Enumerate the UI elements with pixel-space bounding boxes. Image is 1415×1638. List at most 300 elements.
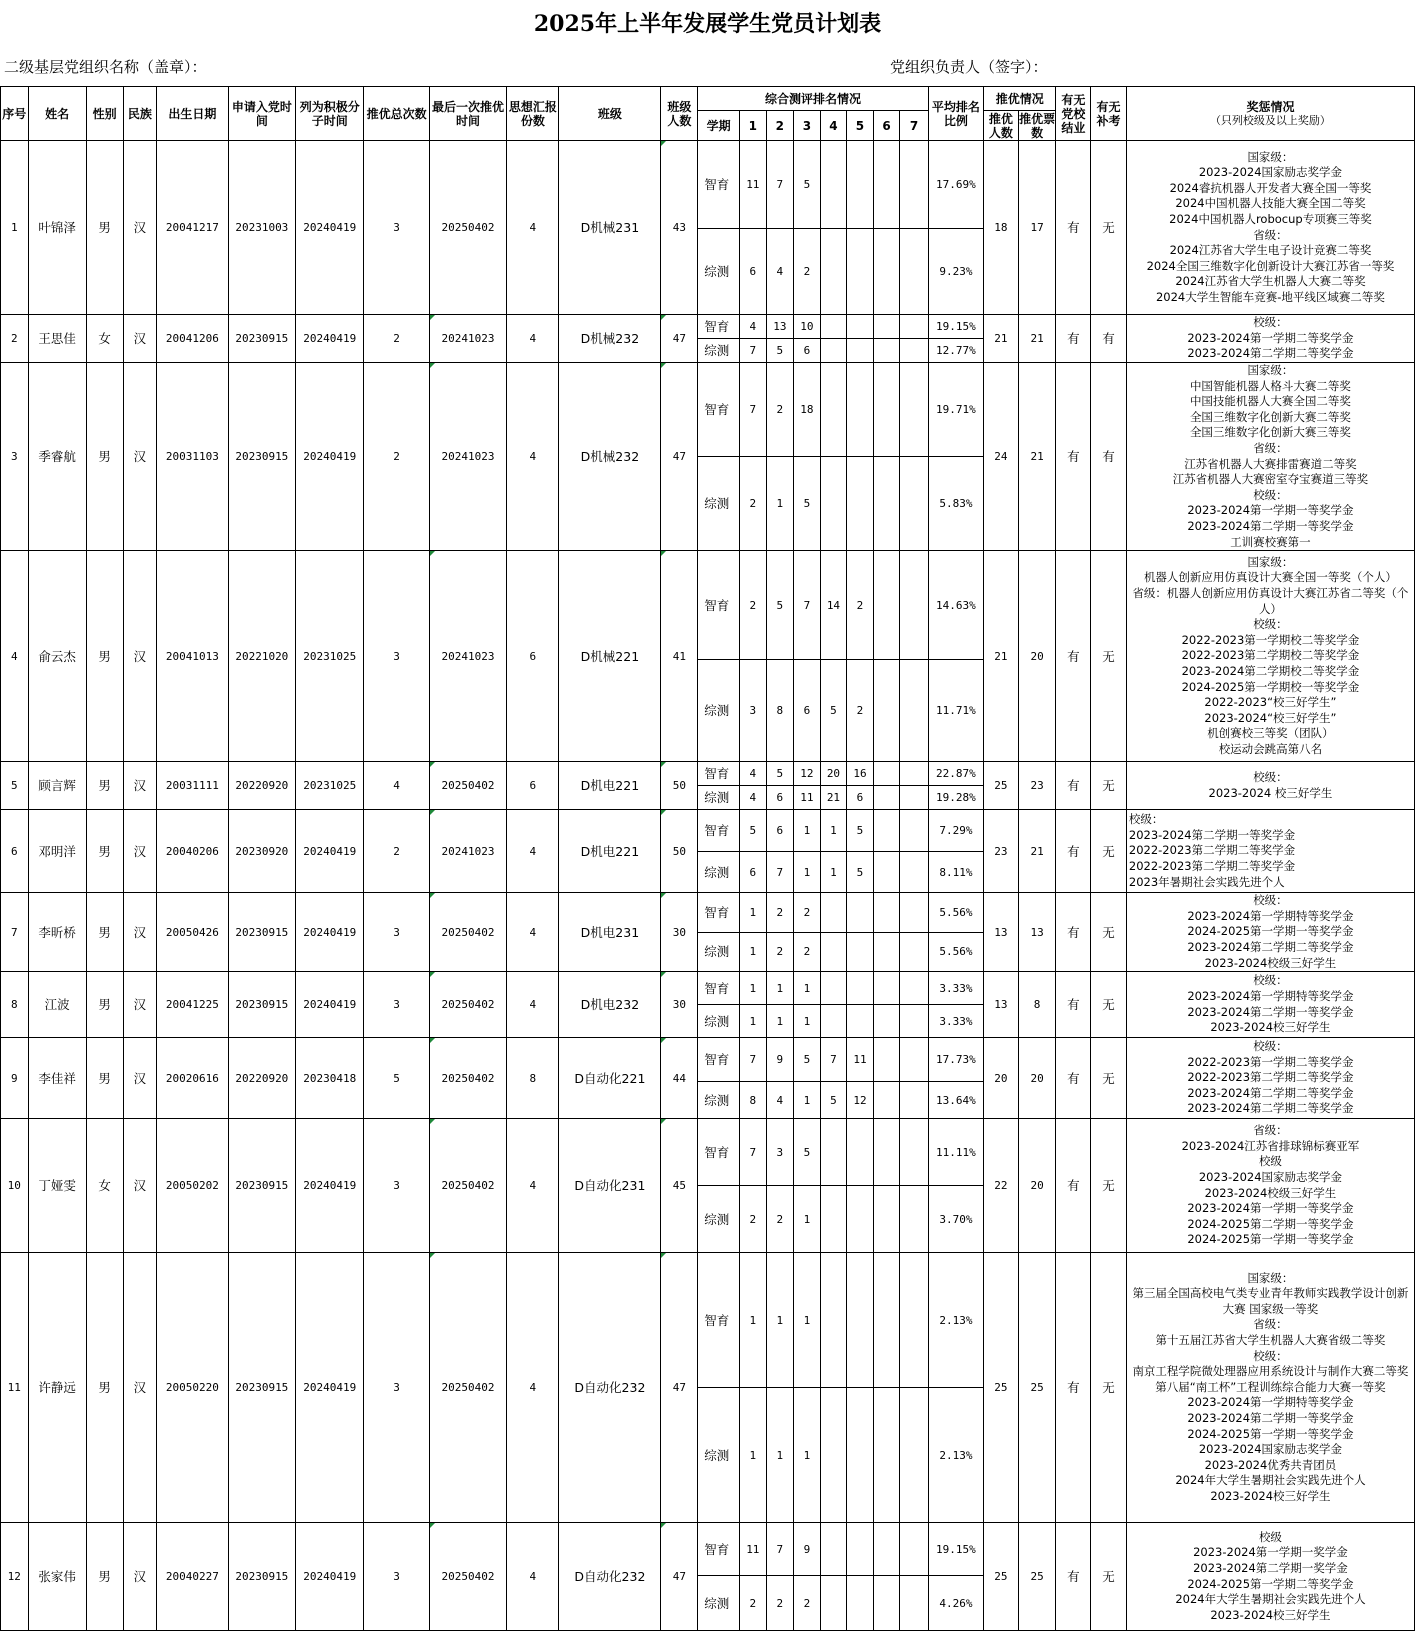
cell-zhiyu-term-2: 5 [766,762,794,786]
cell-class: D自动化232 [559,1523,661,1631]
award-line: 第三届全国高校电气类专业青年教师实践教学设计创新大赛 国家级一等奖 [1132,1286,1409,1316]
cell-zongce-term-2: 2 [766,1186,794,1253]
cell-zhiyu-term-1: 5 [740,810,767,852]
cell-zhiyu-avg: 19.15% [928,315,983,339]
cell-zongce-term-7 [900,229,929,315]
cell-zhiyu-term-4 [820,893,847,932]
award-line: 2023-2024国家励志奖学金 [1198,165,1343,180]
cell-rec-total: 3 [364,141,429,315]
cell-zongce-term-1: 1 [740,1005,767,1038]
cell-zongce-term-4 [820,339,847,363]
cell-seq: 7 [1,893,29,972]
cell-zhiyu-term-4: 20 [820,762,847,786]
award-line: 2023-2024第二学期一等奖学金 [1128,827,1296,842]
cell-rec-total: 2 [364,363,429,551]
header-rec-total: 推优总次数 [364,87,429,141]
cell-birth: 20040206 [157,810,228,893]
cell-zhiyu-term-1: 11 [740,1523,767,1576]
cell-zhiyu-term-4: 1 [820,810,847,852]
cell-zhiyu-label: 智育 [698,810,740,852]
award-line: 2024年大学生暑期社会实践先进个人 [1175,1592,1366,1607]
cell-zhiyu-term-7 [900,551,929,660]
table-row [1,1119,1415,1186]
cell-seq: 5 [1,762,29,810]
cell-zongce-term-5 [847,1186,874,1253]
award-line: 机创赛校三等奖（团队） [1207,726,1334,741]
cell-last-rec: 20241023 [429,551,507,762]
award-line: 2023-2024第二学期一等奖学金 [1187,518,1354,533]
cell-zhiyu-term-4 [820,363,847,457]
cell-seq: 12 [1,1523,29,1631]
cell-zhiyu-term-1: 4 [740,762,767,786]
cell-activist: 20240419 [296,972,364,1038]
award-line: 2024全国三维数字化创新设计大赛江苏省一等奖 [1146,258,1395,273]
cell-zongce-term-6 [873,1186,900,1253]
cell-party-course: 有 [1056,1038,1091,1119]
award-line: 校级： [1253,315,1288,330]
award-line: 2024睿抗机器人开发者大赛全国一等奖 [1169,180,1372,195]
cell-name: 江波 [28,972,86,1038]
award-line: 2022-2023第一学期二等奖学金 [1187,1054,1354,1069]
cell-awards [1126,1038,1414,1119]
cell-zhiyu-term-7 [900,1523,929,1576]
award-line: 省级： [1253,440,1288,455]
cell-zongce-term-7 [900,1576,929,1631]
cell-makeup: 无 [1091,141,1127,315]
cell-seq: 10 [1,1119,29,1253]
plan-table [0,86,1415,1631]
cell-apply: 20221020 [228,551,295,762]
cell-zhiyu-term-6 [873,972,900,1005]
cell-party-course: 有 [1056,893,1091,972]
cell-zongce-avg: 8.11% [928,852,983,893]
cell-birth: 20050426 [157,893,228,972]
award-line: 2023-2024第二学期校二等奖学金 [1181,663,1360,678]
cell-zongce-label: 综测 [698,1082,740,1119]
cell-last-rec: 20241023 [429,810,507,893]
header-row [1,87,1415,111]
cell-zhiyu-term-5 [847,1523,874,1576]
award-line: 2023-2024第二学期一奖学金 [1193,1561,1348,1575]
cell-zongce-term-6 [873,1576,900,1631]
cell-birth: 20041225 [157,972,228,1038]
cell-zongce-term-5 [847,229,874,315]
page-title: 2025年上半年发展学生党员计划表 [533,11,882,37]
cell-zongce-label: 综测 [698,1576,740,1631]
cell-zongce-term-3: 6 [794,339,821,363]
cell-zongce-term-7 [900,786,929,810]
cell-rec-people: 21 [983,315,1018,363]
cell-ethnicity: 汉 [123,315,157,363]
cell-zongce-term-1: 1 [740,1388,767,1523]
cell-zhiyu-term-7 [900,810,929,852]
cell-gender: 男 [86,810,123,893]
cell-gender: 男 [86,1523,123,1631]
cell-zongce-label: 综测 [698,1186,740,1253]
cell-zongce-term-5 [847,1576,874,1631]
award-line: 省级： [1253,227,1288,242]
header-rec-votes: 推优票数 [1019,111,1056,140]
award-line: 2023-2024优秀共青团员 [1204,1457,1337,1472]
cell-zhiyu-term-2: 7 [766,1523,794,1576]
cell-seq: 8 [1,972,29,1038]
cell-zongce-avg: 4.26% [928,1576,983,1631]
header-party-course: 有无党校结业 [1056,87,1091,141]
cell-rec-votes: 21 [1018,363,1056,551]
cell-zhiyu-term-3: 12 [794,762,821,786]
cell-name: 邓明洋 [28,810,86,893]
award-line: 国家级： [1247,554,1294,569]
cell-zongce-term-1: 7 [740,339,767,363]
cell-ethnicity: 汉 [123,810,157,893]
award-line: 2024中国机器人robocup专项赛三等奖 [1169,211,1372,226]
cell-zongce-avg: 3.33% [928,1005,983,1038]
cell-zhiyu-term-2: 1 [766,1253,794,1388]
cell-zhiyu-term-3: 5 [794,141,821,229]
cell-ethnicity: 汉 [123,551,157,762]
cell-gender: 男 [86,972,123,1038]
cell-zhiyu-term-2: 2 [766,363,794,457]
cell-zongce-term-3: 1 [794,1082,821,1119]
table-row [1,762,1415,786]
award-line: 2023-2024第二学期二等奖学金 [1187,346,1354,361]
cell-zongce-term-1: 4 [740,786,767,810]
award-line: 2023-2024江苏省排球锦标赛亚军 [1181,1138,1360,1153]
cell-rec-people: 25 [983,1523,1018,1631]
cell-last-rec: 20250402 [429,762,507,810]
cell-zhiyu-avg: 17.69% [928,141,983,229]
cell-zongce-term-4 [820,1005,847,1038]
cell-seq: 1 [1,141,29,315]
cell-makeup: 无 [1091,551,1127,762]
cell-ethnicity: 汉 [123,1119,157,1253]
cell-zongce-term-3: 1 [794,1186,821,1253]
cell-zhiyu-term-3: 1 [794,972,821,1005]
cell-party-course: 有 [1056,551,1091,762]
cell-zhiyu-label: 智育 [698,972,740,1005]
cell-zhiyu-term-6 [873,1523,900,1576]
cell-zongce-term-5: 2 [847,660,874,762]
cell-zongce-label: 综测 [698,457,740,551]
cell-rec-total: 2 [364,315,429,363]
table-row [1,1253,1415,1388]
cell-zhiyu-label: 智育 [698,1119,740,1186]
cell-zongce-label: 综测 [698,932,740,971]
cell-seq: 6 [1,810,29,893]
cell-zongce-term-7 [900,1005,929,1038]
cell-zhiyu-avg: 17.73% [928,1038,983,1082]
award-line: 2023-2024“校三好学生” [1204,710,1337,725]
cell-zongce-term-4 [820,457,847,551]
award-line: 2023-2024校三好学生 [1210,1488,1331,1503]
cell-zongce-term-7 [900,339,929,363]
cell-birth: 20031111 [157,762,228,810]
award-line: 2022-2023第一学期校二等奖学金 [1181,632,1360,647]
header-rec-people: 推优人数 [983,111,1018,141]
cell-reports: 4 [507,972,559,1038]
cell-zongce-label: 综测 [698,660,740,762]
cell-zongce-label: 综测 [698,1388,740,1523]
table-row [1,1038,1415,1082]
cell-zongce-term-4: 1 [820,852,847,893]
cell-zhiyu-label: 智育 [698,551,740,660]
cell-zongce-term-5: 12 [847,1082,874,1119]
cell-zongce-term-1: 6 [740,852,767,893]
cell-class: D机械221 [559,551,661,762]
award-line: 2022-2023第二学期二等奖学金 [1128,858,1296,873]
cell-gender: 女 [86,1119,123,1253]
cell-awards [1126,810,1414,893]
cell-rec-votes: 20 [1018,1038,1056,1119]
cell-zhiyu-term-5 [847,141,874,229]
cell-birth: 20041206 [157,315,228,363]
cell-zhiyu-term-6 [873,551,900,660]
cell-class-size: 47 [661,1253,698,1523]
cell-name: 许静远 [28,1253,86,1523]
cell-apply: 20230915 [228,893,295,972]
cell-name: 王思佳 [28,315,86,363]
cell-zongce-avg: 5.56% [928,932,983,971]
cell-zongce-term-3: 1 [794,1005,821,1038]
cell-class-size: 44 [661,1038,698,1119]
award-line: 2022-2023第二学期二等奖学金 [1128,843,1296,858]
cell-zhiyu-term-7 [900,1253,929,1388]
cell-zhiyu-term-3: 7 [794,551,821,660]
cell-birth: 20050202 [157,1119,228,1253]
award-line: 2024年大学生暑期社会实践先进个人 [1175,1473,1366,1488]
cell-class-size: 50 [661,810,698,893]
cell-zongce-term-4 [820,1186,847,1253]
cell-zhiyu-term-4 [820,315,847,339]
table-row [1,893,1415,932]
header-birth: 出生日期 [157,87,228,141]
cell-class: D机电221 [559,810,661,893]
award-line: 2024-2025第一学期一等奖学金 [1187,924,1354,939]
header-rec-group: 推优情况 [983,87,1055,111]
cell-zongce-term-3: 11 [794,786,821,810]
award-line: 全国三维数字化创新大赛三等奖 [1189,425,1351,440]
cell-rec-people: 22 [983,1119,1018,1253]
cell-rec-votes: 25 [1018,1253,1056,1523]
cell-zhiyu-label: 智育 [698,363,740,457]
cell-activist: 20231025 [296,762,364,810]
award-line: 2023-2024第一学期二等奖学金 [1187,330,1354,345]
header-awards-title: 奖惩情况 [1246,99,1295,114]
award-line: 2023-2024第一学期一奖学金 [1193,1545,1348,1560]
cell-awards [1126,1119,1414,1253]
cell-zhiyu-term-6 [873,810,900,852]
cell-zhiyu-term-4: 14 [820,551,847,660]
cell-zhiyu-term-6 [873,1119,900,1186]
header-name: 姓名 [28,87,86,141]
cell-ethnicity: 汉 [123,1523,157,1631]
award-line: 工训赛校赛第一 [1230,534,1311,549]
cell-rec-votes: 21 [1018,315,1056,363]
cell-zhiyu-term-6 [873,1038,900,1082]
cell-zhiyu-term-1: 7 [740,363,767,457]
award-line: 2024江苏省大学生电子设计竞赛二等奖 [1169,243,1372,258]
cell-party-course: 有 [1056,1119,1091,1253]
cell-rec-people: 25 [983,1253,1018,1523]
cell-zongce-term-4 [820,229,847,315]
cell-awards [1126,1523,1414,1631]
award-line: 2023-2024校级三好学生 [1204,955,1337,970]
cell-rec-votes: 13 [1018,893,1056,972]
cell-ethnicity: 汉 [123,972,157,1038]
award-line: 2024-2025第一学期校一等奖学金 [1181,679,1360,694]
cell-rec-people: 18 [983,141,1018,315]
header-awards [1126,87,1414,141]
cell-ethnicity: 汉 [123,363,157,551]
cell-awards [1126,551,1414,762]
award-line: 2024-2025第二学期一等奖学金 [1187,1216,1354,1231]
cell-rec-votes: 20 [1018,1119,1056,1253]
award-line: 2024-2025第一学期二等奖学金 [1187,1576,1354,1591]
cell-zongce-term-5 [847,339,874,363]
cell-zongce-label: 综测 [698,229,740,315]
award-line: 江苏省机器人大赛排雷赛道二等奖 [1184,456,1357,471]
cell-zongce-term-7 [900,457,929,551]
cell-activist: 20240419 [296,810,364,893]
award-line: 2023-2024第一学期特等奖学金 [1187,1395,1354,1410]
header-term-2: 2 [766,111,794,141]
award-line: 2023年暑期社会实践先进个人 [1128,874,1285,889]
cell-name: 顾言辉 [28,762,86,810]
cell-class-size: 41 [661,551,698,762]
cell-awards [1126,972,1414,1038]
cell-zhiyu-term-3: 5 [794,1038,821,1082]
cell-makeup: 无 [1091,972,1127,1038]
award-line: 校级 [1258,1529,1282,1544]
cell-zongce-term-2: 5 [766,339,794,363]
cell-zhiyu-term-1: 1 [740,1253,767,1388]
cell-awards [1126,762,1414,810]
award-line: 省级： [1253,1123,1288,1138]
cell-ethnicity: 汉 [123,893,157,972]
cell-zhiyu-term-5 [847,1253,874,1388]
award-line: 国家级： [1247,149,1294,164]
cell-zhiyu-avg: 7.29% [928,810,983,852]
cell-zhiyu-term-3: 9 [794,1523,821,1576]
cell-rec-total: 5 [364,1038,429,1119]
cell-zongce-term-6 [873,660,900,762]
header-term-6: 6 [873,111,900,141]
cell-class: D机电232 [559,972,661,1038]
cell-apply: 20220920 [228,762,295,810]
cell-zongce-term-5: 5 [847,852,874,893]
cell-zongce-term-7 [900,932,929,971]
cell-zhiyu-term-6 [873,1253,900,1388]
header-ranking-group: 综合测评排名情况 [698,87,929,111]
award-line: 校级： [1253,893,1288,908]
cell-last-rec: 20250402 [429,1523,507,1631]
cell-zongce-term-6 [873,1388,900,1523]
cell-zongce-label: 综测 [698,786,740,810]
cell-zongce-term-2: 7 [766,852,794,893]
cell-zongce-term-4 [820,1576,847,1631]
award-line: 校级： [1253,1348,1288,1363]
cell-zhiyu-label: 智育 [698,893,740,932]
cell-party-course: 有 [1056,141,1091,315]
cell-zhiyu-term-5 [847,972,874,1005]
header-term-1: 1 [740,111,767,141]
cell-ethnicity: 汉 [123,1253,157,1523]
award-line: 校级： [1253,973,1288,988]
award-line: 中国技能机器人大赛全国二等奖 [1189,394,1351,409]
award-line: 南京工程学院微处理器应用系统设计与制作大赛二等奖 [1132,1364,1409,1379]
cell-zongce-avg: 2.13% [928,1388,983,1523]
cell-zhiyu-term-5: 2 [847,551,874,660]
header-seq: 序号 [1,87,29,141]
cell-zhiyu-term-2: 6 [766,810,794,852]
cell-zongce-term-3: 2 [794,932,821,971]
cell-zongce-term-7 [900,1186,929,1253]
award-line: 国家级： [1247,1270,1294,1285]
cell-zhiyu-label: 智育 [698,762,740,786]
cell-reports: 4 [507,810,559,893]
cell-zongce-term-7 [900,1082,929,1119]
cell-zongce-term-1: 2 [740,457,767,551]
responsible-person-label: 党组织负责人（签字）： [890,58,1048,76]
award-line: 2022-2023第二学期校二等奖学金 [1181,648,1360,663]
cell-zongce-term-2: 6 [766,786,794,810]
cell-rec-people: 13 [983,972,1018,1038]
cell-apply: 20220920 [228,1038,295,1119]
cell-zhiyu-term-7 [900,1119,929,1186]
header-makeup: 有无补考 [1091,87,1127,141]
cell-zhiyu-label: 智育 [698,1038,740,1082]
cell-party-course: 有 [1056,810,1091,893]
cell-class-size: 47 [661,363,698,551]
cell-gender: 男 [86,141,123,315]
cell-zhiyu-term-6 [873,315,900,339]
cell-zhiyu-term-5: 11 [847,1038,874,1082]
award-line: 中国智能机器人格斗大赛二等奖 [1189,378,1351,393]
cell-gender: 女 [86,315,123,363]
cell-activist: 20240419 [296,363,364,551]
cell-zongce-term-6 [873,1005,900,1038]
award-line: 省级：机器人创新应用仿真设计大赛江苏省二等奖（个人） [1132,585,1409,616]
cell-zhiyu-term-4 [820,1523,847,1576]
cell-last-rec: 20250402 [429,1253,507,1523]
table-row [1,141,1415,229]
cell-name: 李佳祥 [28,1038,86,1119]
cell-zongce-term-5 [847,457,874,551]
cell-makeup: 无 [1091,1253,1127,1523]
cell-zongce-avg: 5.83% [928,457,983,551]
award-line: 校级 [1258,1154,1282,1169]
cell-zhiyu-label: 智育 [698,141,740,229]
cell-zongce-term-4: 5 [820,660,847,762]
cell-activist: 20240419 [296,1253,364,1523]
cell-zongce-term-4: 21 [820,786,847,810]
cell-reports: 6 [507,551,559,762]
cell-zhiyu-label: 智育 [698,1523,740,1576]
award-line: 2022-2023第二学期二等奖学金 [1187,1070,1354,1085]
cell-zongce-term-3: 6 [794,660,821,762]
cell-zhiyu-term-6 [873,141,900,229]
cell-party-course: 有 [1056,1253,1091,1523]
cell-zongce-term-2: 2 [766,932,794,971]
cell-name: 叶锦泽 [28,141,86,315]
cell-makeup: 有 [1091,315,1127,363]
cell-makeup: 有 [1091,363,1127,551]
cell-zhiyu-term-7 [900,315,929,339]
cell-zongce-term-3: 5 [794,457,821,551]
cell-last-rec: 20250402 [429,1038,507,1119]
cell-birth: 20031103 [157,363,228,551]
header-ethnicity: 民族 [123,87,157,141]
